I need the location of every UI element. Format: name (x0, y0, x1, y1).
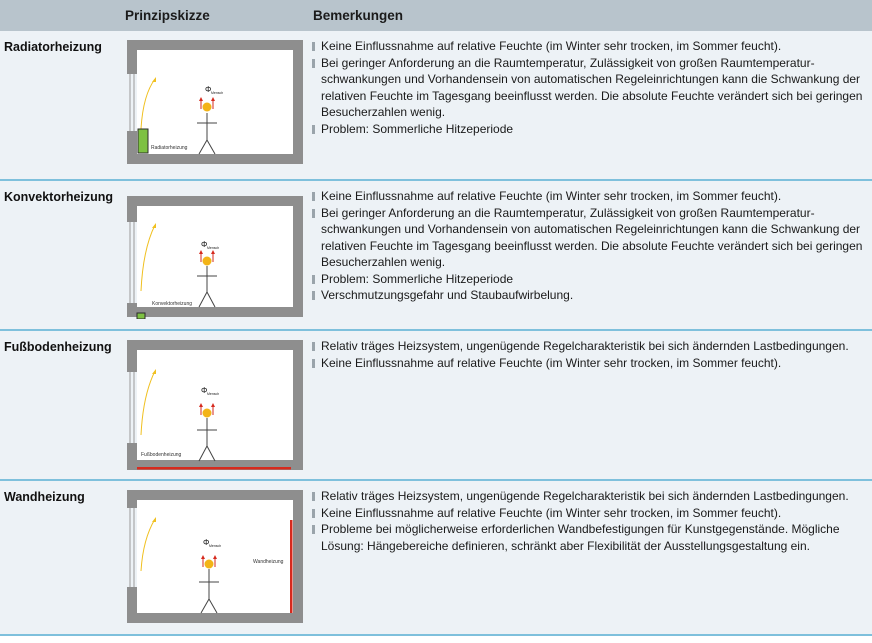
heat-flux-symbol: Φ (205, 85, 212, 94)
remark-item: Probleme bei möglicherweise erforderlichen Wandbefestigungen für Kunstgegenstände. Mögliche Lösung: Hängebereiche definieren, schränkt aber Flexibilität der Ausstellungsgestaltung ein. (312, 521, 868, 554)
window (130, 372, 134, 443)
window (130, 74, 134, 131)
table-header (0, 0, 872, 31)
convector (137, 313, 145, 319)
heat-flux-subscript: Mensch (207, 246, 220, 250)
remark-item: Keine Einflussnahme auf relative Feuchte (im Winter sehr trocken, im Sommer feucht). (312, 38, 868, 55)
room-walls (127, 340, 303, 470)
remark-item: Bei geringer Anforderung an die Raumtemperatur, Zulässigkeit von großen Raumtemperatur-schwankungen und Vorhandensein von automatischen Regeleinrichtungen kann die Schwankung der relativen Feuchte im Tagesgang beeinflusst werden. Die absolute Feuchte verändert sich bei geringen Besucherzahlen wenig. (312, 205, 868, 271)
heat-flux-subscript: Mensch (209, 544, 222, 548)
room-sketch (125, 337, 305, 478)
remark-item: Keine Einflussnahme auf relative Feuchte (im Winter sehr trocken, im Sommer feucht). (312, 188, 868, 205)
room-sketch (125, 187, 305, 324)
table-row-wandheizung (0, 481, 872, 636)
row-title: Radiatorheizung (4, 40, 102, 54)
remark-item: Verschmutzungsgefahr und Staubaufwirbelung. (312, 287, 868, 304)
heat-flux-symbol: Φ (203, 538, 210, 547)
header-remarks: Bemerkungen (313, 8, 404, 23)
table-row-radiatorheizung (0, 31, 872, 181)
remarks-list (312, 188, 868, 304)
room-sketch (125, 37, 305, 172)
heat-flux-subscript: Mensch (207, 392, 220, 396)
radiator (138, 129, 148, 153)
row-separator (0, 634, 872, 636)
header-name-column (4, 0, 124, 31)
heat-flux-symbol: Φ (201, 386, 208, 395)
heater-label: Radiatorheizung (151, 145, 188, 151)
heat-flux-subscript: Mensch (211, 91, 224, 95)
remark-item: Relativ träges Heizsystem, ungenügende Regelcharakteristik bei sich ändernden Lastbedingungen. (312, 338, 868, 355)
remark-item: Keine Einflussnahme auf relative Feuchte (im Winter sehr trocken, im Sommer feucht). (312, 355, 868, 372)
row-title: Wandheizung (4, 490, 85, 504)
remark-item: Relativ träges Heizsystem, ungenügende Regelcharakteristik bei sich ändernden Lastbedingungen. (312, 488, 868, 505)
floor-heating (137, 467, 291, 470)
window (130, 222, 134, 303)
remarks-list (312, 38, 868, 137)
room-walls (127, 196, 303, 317)
remark-item: Keine Einflussnahme auf relative Feuchte (im Winter sehr trocken, im Sommer feucht). (312, 505, 868, 522)
window (130, 508, 134, 587)
remark-item: Problem: Sommerliche Hitzeperiode (312, 271, 868, 288)
remarks-list (312, 338, 868, 371)
heater-label: Konvektorheizung (152, 301, 193, 307)
heater-label: Wandheizung (253, 559, 284, 565)
header-sketch: Prinzipskizze (125, 8, 210, 23)
heat-flux-symbol: Φ (201, 240, 208, 249)
wall-heating (290, 520, 293, 613)
remark-item: Bei geringer Anforderung an die Raumtemperatur, Zulässigkeit von großen Raumtemperatur-schwankungen und Vorhandensein von automatischen Regeleinrichtungen kann die Schwankung der relativen Feuchte im Tagesgang beeinflusst werden. Die absolute Feuchte verändert sich bei geringen Besucherzahlen wenig. (312, 55, 868, 121)
row-title: Fußbodenheizung (4, 340, 112, 354)
table-row-konvektorheizung (0, 181, 872, 331)
remark-item: Problem: Sommerliche Hitzeperiode (312, 121, 868, 138)
room-sketch (125, 487, 305, 630)
remarks-list (312, 488, 868, 554)
table-row-fussbodenheizung (0, 331, 872, 481)
row-title: Konvektorheizung (4, 190, 114, 204)
heater-label: Fußbodenheizung (141, 452, 182, 458)
